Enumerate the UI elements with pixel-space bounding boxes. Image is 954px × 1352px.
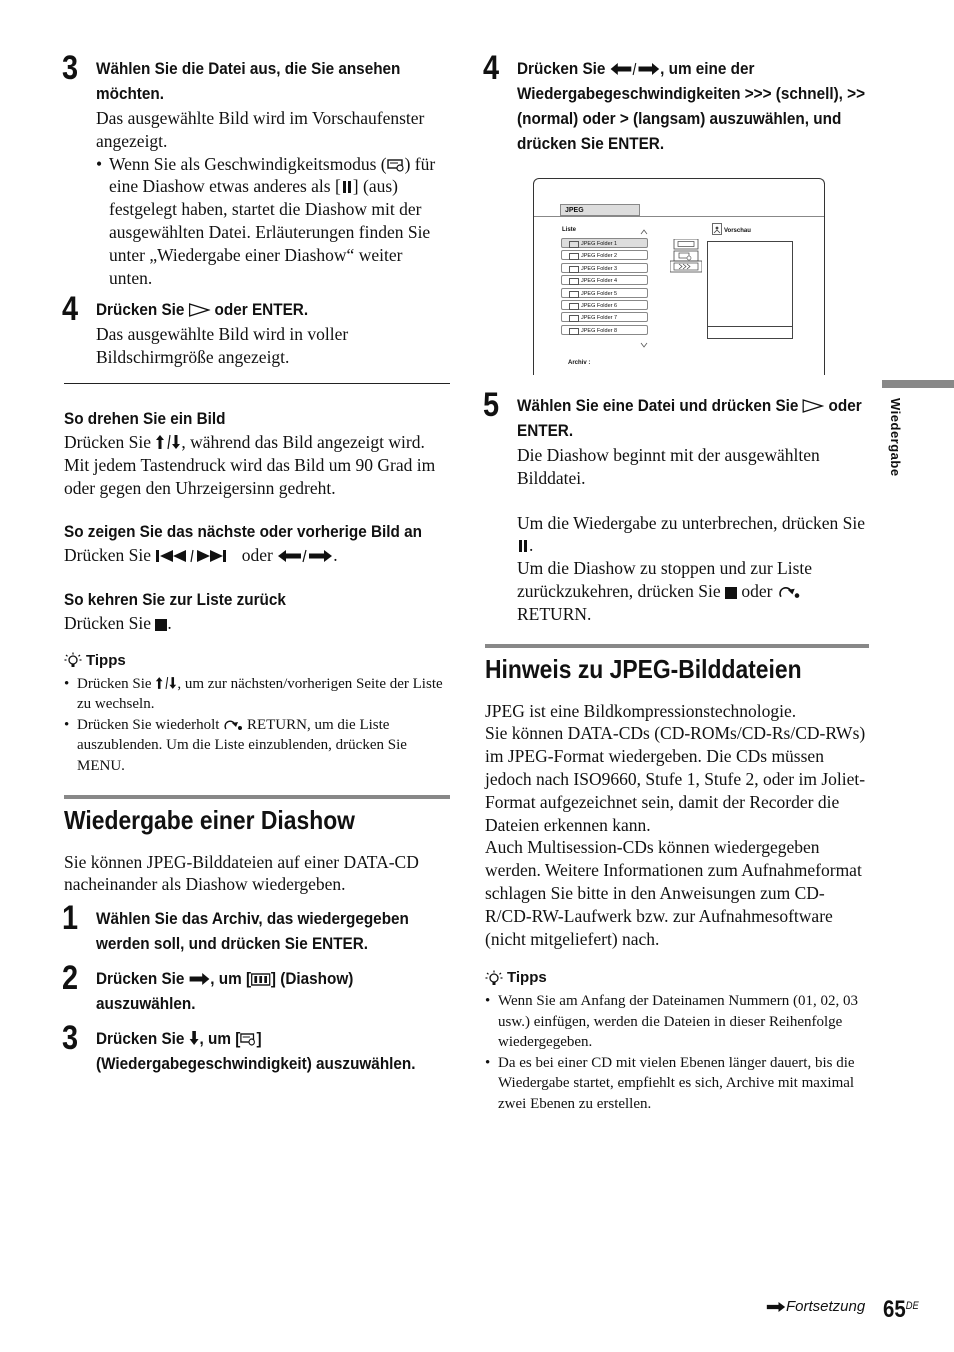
title-text: ] (Wiedergabegeschwindigkeit) auszuwählen. [96,1029,416,1074]
section-title: Hinweis zu JPEG-Bilddateien [485,653,802,684]
folder-item[interactable]: JPEG Folder 1 [561,238,648,248]
text: , um zur nächsten/vorherigen Seite der Liste zu wechseln. [77,675,443,713]
stop-icon [155,619,167,631]
text: oder [741,580,773,601]
preview-label: Vorschau [724,228,751,234]
title-text: oder ENTER. [214,300,309,320]
title-text: Drücken Sie [517,59,606,78]
step-title [517,393,869,443]
archive-label: Archiv : [568,360,591,366]
paragraph: Auch Multisession-CDs können wiedergegeben werden. Weitere Informationen zum Aufnahmeformat schlagen Sie bitte in den Anweisungen zum CD-R/CD-RW-Laufwerk bzw. zur Aufnahmesoftware (nicht mitgeliefert) nach. [485,837,862,949]
step-number: 2 [62,959,79,998]
step-title: Wählen Sie das Archiv, das wiedergegeben werden soll, und drücken Sie ENTER. [96,909,409,954]
folder-item[interactable]: JPEG Folder 2 [561,250,648,260]
tip-item [64,674,450,715]
text: Drücken Sie [64,613,151,634]
section-intro: Sie können JPEG-Bilddateien auf einer DATA-CD nacheinander als Diashow wiedergeben. [64,851,419,895]
bullet-text: ) für eine Diashow etwas anderes als [ [109,153,436,197]
section-title: Wiedergabe einer Diashow [64,804,355,835]
step-body: Das ausgewählte Bild wird im Vorschaufenster angezeigt. [96,108,425,151]
step-number: 3 [62,49,79,87]
preview-window [707,241,793,339]
page-number [883,1296,919,1324]
subheading: So zeigen Sie das nächste oder vorherige Bild an [64,522,422,542]
title-text: ] (Diashow) auszuwählen. [96,969,354,1014]
folder-item[interactable]: JPEG Folder 8 [561,325,648,335]
title-text: Drücken Sie [96,300,185,320]
screen-divider [534,216,824,217]
speed-mode-icon [240,1032,256,1046]
return-list-block [64,587,450,635]
left-right-arrow-icon [610,62,660,76]
step-number: 4 [62,290,79,329]
return-icon [223,717,243,731]
tips-heading [64,651,450,672]
section-slideshow [64,795,450,1077]
up-down-arrow-icon [155,434,181,450]
lightbulb-icon [485,970,503,988]
down-arrow-icon [189,1030,200,1046]
step-title [96,297,450,322]
text: Um die Wiedergabe zu unterbrechen, drücken Sie [517,512,866,533]
step-title: Wählen Sie die Datei aus, die Sie ansehen möchten. [96,59,401,103]
step-number: 1 [62,899,79,938]
folder-item[interactable]: JPEG Folder 7 [561,312,648,322]
jpeg-screen-illustration [533,178,825,375]
paragraph: Sie können DATA-CDs (CD-ROMs/CD-Rs/CD-RWs) im JPEG-Format wiedergeben. Die CDs müssen jedoch nach ISO9660, Stufe 1, Stufe 2, oder im Joliet-Format aufgezeichnet sein, damit der Recorder die Dateien erkennen kann. [485,723,866,835]
step-5-start-slideshow [483,386,869,626]
text: , während das Bild angezeigt wird. Mit jedem Tastendruck wird das Bild um 90 Grad im oder gegen den Uhrzeigersinn gedreht. [64,431,436,498]
step-4-play-full [62,290,450,369]
folder-item[interactable]: JPEG Folder 3 [561,263,648,273]
side-tab-bar [882,380,954,388]
title-text: , um [ [210,969,252,989]
list-label: Liste [562,227,577,233]
step-title [96,1026,450,1076]
pause-icon [517,539,529,553]
title-text: oder ENTER. [517,396,862,440]
right-column [483,49,869,1115]
subheading: So drehen Sie ein Bild [64,408,226,428]
folder-list [561,238,648,337]
step-title [96,966,450,1016]
right-arrow-icon [189,972,211,986]
tips-label: Tipps [507,969,547,987]
screen-tab: JPEG [560,204,640,216]
step-number: 4 [483,49,500,87]
rotate-image-block [64,406,450,499]
preview-icon [712,223,722,235]
step-body: Das ausgewählte Bild wird in voller Bildschirmgröße angezeigt. [96,324,349,368]
text: . [167,613,172,634]
step-number: 3 [62,1019,79,1058]
step-3-select-file [62,49,450,289]
tip-item: • Wenn Sie am Anfang der Dateinamen Nummern (01, 02, 03 usw.) einfügen, werden die Dateien in dieser Reihenfolge wiedergegeben. [485,991,869,1053]
play-icon [803,399,825,413]
prev-next-icon [155,549,237,563]
tip-item: • Da es bei einer CD mit vielen Ebenen länger dauert, bis die Wiedergabe startet, empfiehlt es sich, Archive mit maximal zwei Ebenen zu erstellen. [485,1053,869,1115]
text: Drücken Sie [77,675,152,692]
right-arrow-icon [766,1301,786,1313]
step-bullet [96,153,450,290]
text: RETURN, um die Liste auszublenden. Um die Liste einzublenden, drücken Sie MENU. [77,716,407,774]
text: Drücken Sie wiederholt [77,716,220,733]
subheading: So kehren Sie zur Liste zurück [64,590,286,610]
step-1-select-archive [62,899,450,956]
section-jpeg-notes [485,644,869,951]
paragraph: JPEG ist eine Bildkompressionstechnologie. [485,700,797,721]
paragraph [64,544,450,567]
step-4-select-speed [483,49,869,156]
text: oder [241,545,273,566]
scroll-up-icon [640,229,648,235]
title-text: , um eine der Wiedergabegeschwindigkeiten >>> (schnell), >> (normal) oder > (langsam) auszuwählen, und drücken Sie ENTER. [517,59,866,153]
return-icon [777,583,801,599]
slideshow-icon [251,973,271,986]
tip-item [64,715,450,777]
pause-text [517,512,869,558]
paragraph [64,612,450,635]
folder-item[interactable]: JPEG Folder 5 [561,288,648,298]
tips-heading [485,968,869,989]
stop-text [517,557,869,625]
left-right-arrow-icon [277,549,333,563]
folder-item[interactable]: JPEG Folder 6 [561,300,648,310]
up-down-arrow-icon [155,676,177,690]
title-text: Drücken Sie [96,1029,185,1049]
side-tab-label: Wiedergabe [888,398,903,477]
tips-block [485,968,869,1114]
page-lang: DE [905,1300,919,1312]
text: Um die Diashow zu stoppen und zur Liste zurückzukehren, drücken Sie [517,558,813,601]
divider [64,383,450,384]
step-title [517,56,869,156]
text: . [333,545,338,566]
step-3-select-speed [62,1019,450,1076]
speed-mode-icon [387,158,405,172]
title-text: Wählen Sie eine Datei und drücken Sie [517,396,799,415]
page-number-value: 65 [883,1296,906,1323]
text: Drücken Sie [64,545,151,566]
preview-strip [708,326,792,338]
lightbulb-icon [64,652,82,670]
scroll-down-icon [640,342,648,348]
step-2-select-slideshow [62,959,450,1016]
paragraph [64,431,450,499]
next-image-block [64,519,450,567]
title-text: Drücken Sie [96,969,185,989]
text: Drücken Sie [64,431,151,452]
folder-item[interactable]: JPEG Folder 4 [561,275,648,285]
tips-block [64,651,450,777]
title-text: , um [ [199,1029,241,1049]
text: . [529,535,534,556]
tips-label: Tipps [86,651,126,669]
continue-text: Fortsetzung [786,1298,866,1315]
continue-note [766,1298,865,1315]
play-icon [189,303,211,317]
left-column [62,49,450,1076]
step-number: 5 [483,386,500,424]
pause-icon [341,180,353,194]
slideshow-controls [670,239,702,273]
step-body: Die Diashow beginnt mit der ausgewählten Bilddatei. [517,445,820,488]
bullet-text: ] (aus) festgelegt haben, startet die Diashow mit der ausgewählten Datei. Erläuterungen finden Sie unter „Wiedergabe einer Diashow“ weiter unten. [109,176,431,288]
bullet-text: Wenn Sie als Geschwindigkeitsmodus ( [109,153,387,174]
stop-icon [725,587,737,599]
text: RETURN. [517,603,592,624]
